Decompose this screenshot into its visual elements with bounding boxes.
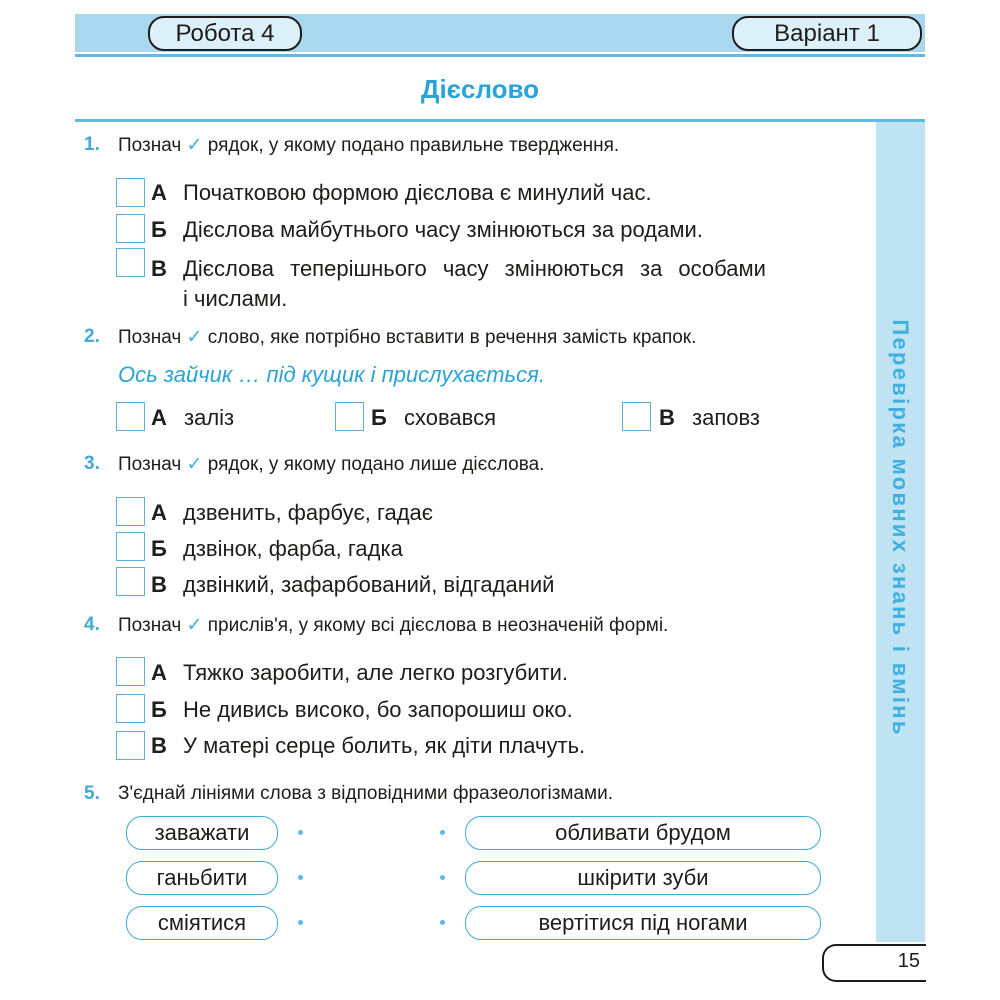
option-text: Дієслова майбутнього часу змінюються за родами. [183, 217, 703, 242]
checkbox[interactable] [116, 248, 145, 277]
connector-dot[interactable] [298, 920, 303, 925]
page-number: 15 [897, 950, 920, 972]
page-title: Дієслово [420, 74, 540, 104]
checkbox[interactable] [116, 178, 145, 207]
option-text: Дієслова теперішнього часу змінюються за особами [183, 256, 766, 281]
option-letter: В [659, 405, 675, 430]
option-text: сховався [404, 405, 497, 430]
checkbox[interactable] [116, 657, 145, 686]
match-left-word[interactable]: заважати [126, 816, 278, 850]
question-number: 3. [84, 453, 100, 474]
example-sentence: Ось зайчик … під кущик і прислухається. [118, 362, 545, 387]
question-number: 1. [84, 134, 100, 155]
option-letter: А [151, 180, 167, 205]
question-text: Познач ✓ рядок, у якому подано правильне твердження. [118, 135, 620, 156]
checkbox[interactable] [116, 402, 145, 431]
work-label: Робота 4 [148, 16, 302, 51]
match-right-phrase[interactable]: обливати брудом [465, 816, 821, 850]
checkbox[interactable] [116, 497, 145, 526]
option-letter: Б [151, 217, 167, 242]
option-text: заповз [692, 405, 760, 430]
option-letter: Б [151, 697, 167, 722]
connector-dot[interactable] [298, 875, 303, 880]
option-text: Тяжко заробити, але легко розгубити. [183, 660, 569, 685]
title-divider [75, 119, 925, 122]
option-letter: В [151, 256, 167, 281]
match-right-phrase[interactable]: шкірити зуби [465, 861, 821, 895]
question-text: Познач ✓ рядок, у якому подано лише дієслова. [118, 454, 545, 475]
option-letter: А [151, 500, 167, 525]
connector-dot[interactable] [440, 920, 445, 925]
checkbox[interactable] [622, 402, 651, 431]
option-text: дзвенить, фарбує, гадає [183, 500, 434, 525]
match-left-word[interactable]: ганьбити [126, 861, 278, 895]
question-number: 5. [84, 783, 100, 804]
checkbox[interactable] [116, 532, 145, 561]
check-icon: ✓ [186, 327, 203, 348]
connector-dot[interactable] [298, 830, 303, 835]
option-text-continued: і числами. [183, 286, 288, 311]
connector-dot[interactable] [440, 875, 445, 880]
option-text: дзвінкий, зафарбований, відгаданий [183, 572, 555, 597]
match-right-phrase[interactable]: вертітися під ногами [465, 906, 821, 940]
check-icon: ✓ [186, 135, 203, 156]
question-text: З'єднай лініями слова з відповідними фразеологізмами. [118, 783, 613, 804]
connector-dot[interactable] [440, 830, 445, 835]
checkbox[interactable] [116, 694, 145, 723]
option-text: заліз [184, 405, 235, 430]
option-text: У матері серце болить, як діти плачуть. [183, 733, 586, 758]
check-icon: ✓ [186, 615, 203, 636]
checkbox[interactable] [116, 731, 145, 760]
option-letter: Б [151, 536, 167, 561]
option-letter: Б [371, 405, 387, 430]
option-text: дзвінок, фарба, гадка [183, 536, 403, 561]
checkbox[interactable] [335, 402, 364, 431]
checkbox[interactable] [116, 214, 145, 243]
option-text: Не дивись високо, бо запорошиш око. [183, 697, 573, 722]
question-text: Познач ✓ прислів'я, у якому всі дієслова в неозначеній формі. [118, 615, 669, 636]
header-divider [75, 54, 925, 57]
question-text: Познач ✓ слово, яке потрібно вставити в речення замість крапок. [118, 327, 697, 348]
option-text: Початковою формою дієслова є минулий час. [183, 180, 652, 205]
checkbox[interactable] [116, 567, 145, 596]
option-letter: В [151, 572, 167, 597]
option-letter: А [151, 405, 167, 430]
question-number: 4. [84, 614, 100, 635]
match-left-word[interactable]: сміятися [126, 906, 278, 940]
variant-label: Варіант 1 [732, 16, 922, 51]
option-letter: А [151, 660, 167, 685]
option-letter: В [151, 733, 167, 758]
question-number: 2. [84, 326, 100, 347]
check-icon: ✓ [186, 454, 203, 475]
